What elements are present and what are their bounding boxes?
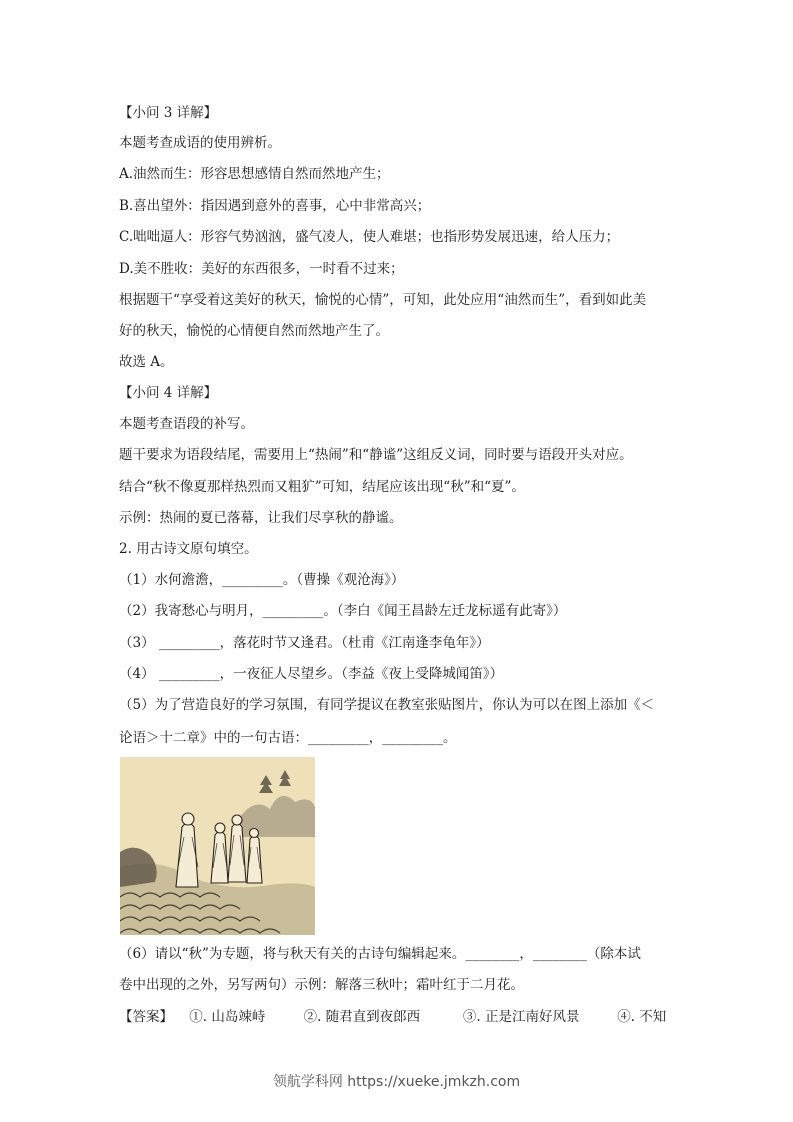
- analysis-line-2: 好的秋天，愉悦的心情便自然而然地产生了。: [119, 323, 389, 339]
- option-b: B.喜出望外：指因遇到意外的喜事，心中非常高兴；: [119, 198, 431, 214]
- section-4-heading: 【小问 4 详解】: [119, 385, 218, 401]
- footer-watermark: 领航学科网 https://xueke.jmkzh.com: [272, 1074, 521, 1090]
- answer-item-4: ④. 不知: [617, 1009, 667, 1025]
- question-2-item-6-line-1: （6）请以“秋”为专题，将与秋天有关的古诗句编辑起来。________，________（除本试: [119, 946, 641, 962]
- option-c: C.咄咄逼人：形容气势汹汹，盛气凌人，使人难堪；也指形势发展迅速，给人压力；: [119, 229, 620, 245]
- illustration-art: [120, 757, 315, 935]
- question-2-item-4: （4） _________，一夜征人尽望乡。（李益《夜上受降城闻笛》）: [119, 666, 504, 682]
- section-3-intro: 本题考查成语的使用辨析。: [119, 135, 281, 151]
- answer-row: [119, 1008, 689, 1026]
- question-2-item-3: （3） _________，落花时节又逢君。（杜甫《江南逢李龟年》）: [119, 635, 490, 651]
- section-3-heading: 【小问 3 详解】: [119, 105, 218, 121]
- question-2-item-6-line-2: 卷中出现的之外，另写两句）示例：解落三秋叶；霜叶红于二月花。: [119, 977, 524, 993]
- answer-item-2: ②. 随君直到夜郎西: [303, 1009, 421, 1025]
- analysis-line-1: 根据题干“享受着这美好的秋天，愉悦的心情”，可知，此处应用“油然而生”，看到如此美: [119, 292, 647, 308]
- section-4-intro: 本题考查语段的补写。: [119, 416, 254, 432]
- question-2-item-2: （2）我寄愁心与明月，_________。（李白《闻王昌龄左迁龙标遥有此寄》）: [119, 603, 567, 619]
- section-4-combine: 结合“秋不像夏那样热烈而又粗犷”可知，结尾应该出现“秋”和“夏”。: [119, 479, 525, 495]
- answer-item-1: ①. 山岛竦峙: [189, 1009, 266, 1025]
- option-d: D.美不胜收：美好的东西很多，一时看不过来；: [119, 261, 404, 277]
- question-2-item-1: （1）水何澹澹，_________。（曹操《观沧海》）: [119, 572, 405, 588]
- option-a: A.油然而生：形容思想感情自然而然地产生；: [119, 166, 390, 182]
- question-2-item-5-line-1: （5）为了营造良好的学习氛围，有同学提议在教室张贴图片，你认为可以在图上添加《＜: [119, 697, 655, 713]
- question-2-title: 2. 用古诗文原句填空。: [119, 541, 258, 557]
- section-4-example: 示例：热闹的夏已落幕，让我们尽享秋的静谧。: [119, 510, 403, 526]
- section-4-requirement: 题干要求为语段结尾，需要用上“热闹”和“静谧”这组反义词，同时要与语段开头对应。: [119, 447, 633, 463]
- question-2-item-5-line-2: 论语＞十二章》中的一句古语：_________，_________。: [119, 730, 457, 746]
- confucius-illustration: [120, 757, 315, 935]
- answer-item-3: ③. 正是江南好风景: [462, 1009, 580, 1025]
- conclusion: 故选 A。: [119, 354, 174, 370]
- answer-label: 【答案】: [119, 1009, 173, 1025]
